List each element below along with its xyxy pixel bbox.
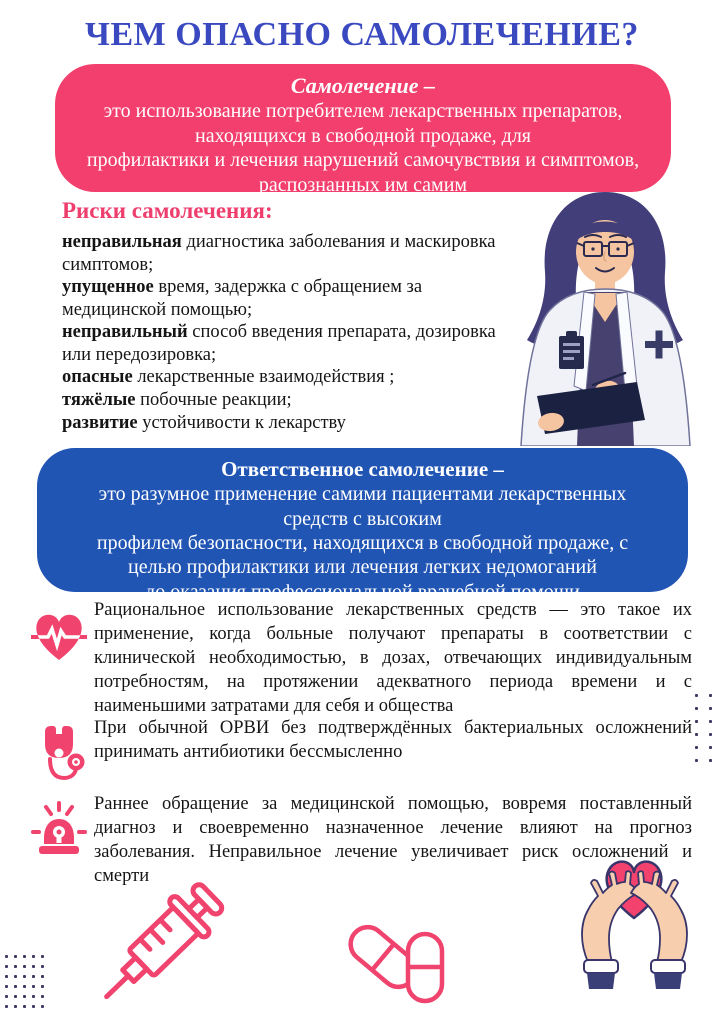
risk-text: лекарственные взаимодействия ; bbox=[132, 367, 395, 388]
responsible-box-line: до оказания профессиональной врачебной помощи bbox=[145, 580, 580, 603]
dot-grid-right-dot bbox=[709, 694, 712, 697]
paragraph-rational-use bbox=[30, 598, 692, 718]
risk-text: побочные реакции; bbox=[135, 389, 292, 410]
dot-grid-right-dot bbox=[709, 746, 712, 749]
dot-grid-bottom-left-dot bbox=[41, 995, 44, 998]
dot-grid-bottom-left-dot bbox=[5, 955, 8, 958]
dot-grid-right-dot bbox=[695, 707, 698, 710]
definition-box-line: находящихся в свободной продаже, для bbox=[195, 124, 531, 147]
dot-grid-bottom-left-dot bbox=[23, 955, 26, 958]
risk-item bbox=[62, 389, 510, 412]
paragraph-text: Раннее обращение за медицинской помощью, вовремя поставленный диагноз и своевременно назначенное лечение влияют на прогноз заболевания. Неправильное лечение увеличивает риск осложнений и смерти bbox=[94, 794, 692, 887]
dot-grid-bottom-left-dot bbox=[41, 985, 44, 988]
dot-grid-bottom-left-dot bbox=[14, 1005, 17, 1008]
dot-grid-right-dot bbox=[695, 733, 698, 736]
dot-grid-bottom-left-dot bbox=[23, 975, 26, 978]
dot-grid-bottom-left-dot bbox=[23, 985, 26, 988]
dot-grid-bottom-left-dot bbox=[41, 955, 44, 958]
dot-grid-bottom-left-dot bbox=[14, 985, 17, 988]
responsible-box-heading: Ответственное самолечение – bbox=[221, 457, 504, 481]
hands-holding-heart-icon bbox=[542, 846, 724, 991]
dot-grid-bottom-left-dot bbox=[14, 995, 17, 998]
dot-grid-bottom-left-dot bbox=[32, 985, 35, 988]
paragraph-text: Рациональное использование лекарственных средств — это такое их применение, когда больные получают препараты в соответствии с клинической необходимостью, в дозах, отвечающих индивидуальным потребностям, на протяжении адекватного периода времени и с наименьшими затратами для себя и общества bbox=[94, 600, 692, 717]
risks-list bbox=[62, 231, 510, 434]
risk-item bbox=[62, 276, 510, 321]
dot-grid-right-dot bbox=[695, 759, 698, 762]
dot-grid-right-dot bbox=[709, 720, 712, 723]
risk-text: способ введения препарата, дозировка или передозировка; bbox=[62, 322, 496, 365]
dot-grid-bottom-left-dot bbox=[5, 995, 8, 998]
risk-item bbox=[62, 231, 510, 276]
paragraph-text: При обычной ОРВИ без подтверждённых бактериальных осложнений принимать антибиотики бессмысленно bbox=[94, 718, 692, 763]
risk-lead: упущенное bbox=[62, 277, 154, 298]
definition-box-line: распознанных им самим bbox=[258, 173, 468, 196]
dot-grid-bottom-left-dot bbox=[23, 995, 26, 998]
dot-grid-bottom-left-dot bbox=[32, 965, 35, 968]
risk-text: устойчивости к лекарству bbox=[137, 412, 346, 433]
responsible-box-line: средств с высоким bbox=[283, 507, 442, 530]
definition-box-line: это использование потребителем лекарственных препаратов, bbox=[103, 100, 623, 123]
dot-grid-right-dot bbox=[709, 759, 712, 762]
dot-grid-bottom-left-dot bbox=[41, 965, 44, 968]
dot-grid-bottom-left-dot bbox=[23, 965, 26, 968]
dot-grid-right-dot bbox=[709, 733, 712, 736]
risk-item bbox=[62, 366, 510, 389]
dot-grid-bottom-left-dot bbox=[32, 995, 35, 998]
pills-icon bbox=[338, 910, 463, 1005]
dot-grid-bottom-left-dot bbox=[32, 975, 35, 978]
siren-icon bbox=[30, 792, 88, 862]
risk-lead: тяжёлые bbox=[62, 389, 136, 410]
dot-grid-bottom-left-dot bbox=[5, 965, 8, 968]
dot-grid-right-dot bbox=[695, 720, 698, 723]
dot-grid-bottom-left-dot bbox=[41, 1005, 44, 1008]
definition-box-heading: Самолечение – bbox=[290, 73, 436, 98]
dot-grid-bottom-left-dot bbox=[5, 975, 8, 978]
risk-text: время, задержка с обращением за медицинской помощью; bbox=[62, 277, 423, 320]
doctor-illustration bbox=[487, 186, 724, 446]
risk-text: диагностика заболевания и маскировка симптомов; bbox=[62, 232, 496, 275]
responsible-box-line: профилем безопасности, находящихся в свободной продаже, с bbox=[96, 531, 629, 554]
dot-grid-bottom-left-dot bbox=[32, 1005, 35, 1008]
risk-item bbox=[62, 321, 510, 366]
dot-grid-bottom-left-dot bbox=[41, 975, 44, 978]
risk-item bbox=[62, 412, 510, 435]
dot-grid-bottom-left-dot bbox=[5, 1005, 8, 1008]
page-title: ЧЕМ ОПАСНО САМОЛЕЧЕНИЕ? bbox=[85, 16, 639, 53]
risk-lead: неправильный bbox=[62, 322, 188, 343]
dot-grid-right-dot bbox=[695, 746, 698, 749]
risk-lead: развитие bbox=[62, 412, 138, 433]
dot-grid-right-dot bbox=[709, 707, 712, 710]
heart-pulse-icon bbox=[30, 598, 88, 668]
dot-grid-bottom-left-dot bbox=[14, 975, 17, 978]
risks-heading: Риски самолечения: bbox=[62, 198, 273, 223]
dot-grid-bottom-left-dot bbox=[23, 1005, 26, 1008]
dot-grid-right-dot bbox=[695, 694, 698, 697]
responsible-box-line: это разумное применение самими пациентами лекарственных bbox=[98, 483, 627, 506]
definition-box bbox=[55, 64, 671, 196]
syringe-icon bbox=[80, 868, 235, 1023]
dot-grid-bottom-left-dot bbox=[14, 965, 17, 968]
responsible-box bbox=[37, 448, 688, 603]
stethoscope-icon bbox=[30, 716, 88, 786]
dot-grid-bottom-left-dot bbox=[14, 955, 17, 958]
risk-lead: неправильная bbox=[62, 232, 182, 252]
risk-lead: опасные bbox=[62, 367, 133, 388]
definition-box-line: профилактики и лечения нарушений самочувствия и симптомов, bbox=[86, 149, 640, 172]
dot-grid-bottom-left-dot bbox=[32, 955, 35, 958]
paragraph-antibiotics bbox=[30, 716, 692, 786]
dot-grid-bottom-left-dot bbox=[5, 985, 8, 988]
responsible-box-line: целью профилактики или лечения легких недомоганий bbox=[128, 556, 597, 579]
